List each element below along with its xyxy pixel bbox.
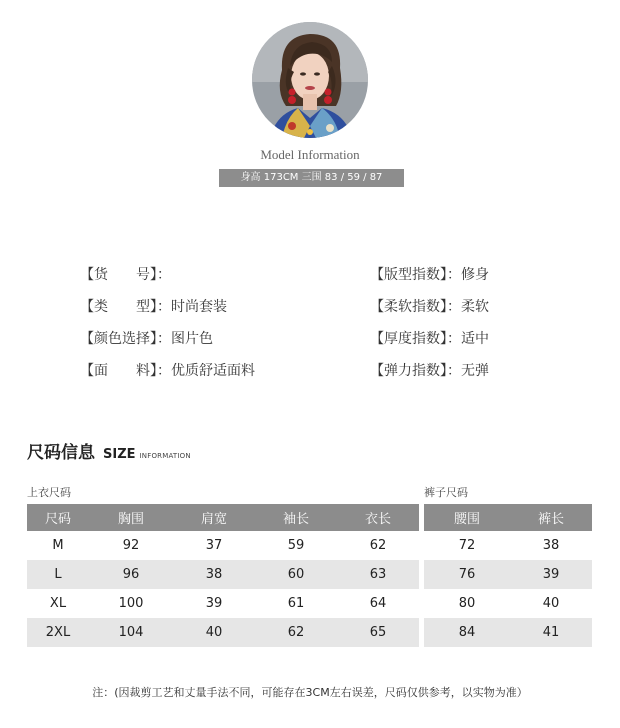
column-header: 尺码 xyxy=(27,504,89,531)
table-cell: 92 xyxy=(122,538,140,553)
table-cell: 40 xyxy=(542,596,560,611)
size-title-en: SIZE xyxy=(103,447,136,462)
size-info-heading xyxy=(27,438,191,463)
attr-value: 修身 xyxy=(461,267,489,283)
model-portrait-image xyxy=(252,22,368,138)
column-header: 袖长 xyxy=(255,504,337,531)
model-avatar xyxy=(252,22,368,138)
column-header: 胸围 xyxy=(89,504,173,531)
table-row xyxy=(424,589,592,618)
table-cell: 39 xyxy=(205,596,223,611)
model-measurements-bar: 身高 173CM 三围 83 / 59 / 87 xyxy=(219,169,404,187)
table-cell: 96 xyxy=(89,560,173,589)
table-cell: 38 xyxy=(542,538,560,553)
attr-label: 【版型指数】： xyxy=(370,267,461,283)
table-cell: 61 xyxy=(287,596,305,611)
model-information-title: Model Information xyxy=(260,147,360,162)
attr-label: 【厚度指数】： xyxy=(370,331,461,347)
attr-type xyxy=(80,296,227,316)
pants-size-caption: 裤子尺码 xyxy=(424,486,468,499)
size-footnote: 注：(因裁剪工艺和丈量手法不同，可能存在3CM左右误差，尺码仅供参考，以实物为准） xyxy=(92,686,528,699)
attr-fabric xyxy=(80,360,255,380)
attr-value: 柔软 xyxy=(461,299,489,315)
column-header: 裤长 xyxy=(510,504,592,531)
table-cell: 84 xyxy=(424,618,510,647)
table-cell: 104 xyxy=(89,618,173,647)
column-header: 肩宽 xyxy=(173,504,255,531)
column-header: 腰围 xyxy=(424,504,510,531)
table-row xyxy=(27,560,419,589)
attr-thickness-index xyxy=(370,328,489,348)
table-header-row xyxy=(424,504,592,531)
table-cell: 64 xyxy=(369,596,387,611)
top-size-table xyxy=(27,504,419,647)
table-cell: 62 xyxy=(369,538,387,553)
top-size-caption: 上衣尺码 xyxy=(27,486,71,499)
table-cell: 60 xyxy=(255,560,337,589)
attr-value: 时尚套装 xyxy=(171,299,227,315)
table-cell: 62 xyxy=(255,618,337,647)
table-header-row xyxy=(27,504,419,531)
attr-item-number xyxy=(80,264,171,284)
table-cell: 65 xyxy=(337,618,419,647)
table-row xyxy=(424,618,592,647)
table-cell: 41 xyxy=(510,618,592,647)
attr-value: 图片色 xyxy=(171,331,213,347)
table-cell: 63 xyxy=(337,560,419,589)
attr-label: 【货 号】： xyxy=(80,267,171,283)
table-row xyxy=(27,618,419,647)
table-cell: L xyxy=(27,560,89,589)
size-title-cn: 尺码信息 xyxy=(27,443,95,463)
attr-fit-index xyxy=(370,264,489,284)
attr-label: 【面 料】： xyxy=(80,363,171,379)
table-row xyxy=(27,589,419,618)
table-row xyxy=(424,531,592,560)
size-title-sub: INFORMATION xyxy=(139,452,191,460)
column-header: 衣长 xyxy=(337,504,419,531)
pants-size-table xyxy=(424,504,592,647)
table-cell: 80 xyxy=(458,596,476,611)
table-cell: 76 xyxy=(424,560,510,589)
table-cell: 39 xyxy=(510,560,592,589)
table-cell: 2XL xyxy=(27,618,89,647)
attr-value: 适中 xyxy=(461,331,489,347)
table-cell: 37 xyxy=(205,538,223,553)
attr-elasticity-index xyxy=(370,360,489,380)
attr-value: 无弹 xyxy=(461,363,489,379)
attr-color xyxy=(80,328,213,348)
attr-label: 【弹力指数】： xyxy=(370,363,461,379)
table-row xyxy=(424,560,592,589)
table-cell: 72 xyxy=(458,538,476,553)
table-row xyxy=(27,531,419,560)
attr-softness-index xyxy=(370,296,489,316)
table-cell: M xyxy=(52,538,64,553)
table-cell: XL xyxy=(49,596,67,611)
attr-value: 优质舒适面料 xyxy=(171,363,255,379)
attr-label: 【颜色选择】： xyxy=(80,331,171,347)
attr-label: 【类 型】： xyxy=(80,299,171,315)
table-cell: 38 xyxy=(173,560,255,589)
table-cell: 40 xyxy=(173,618,255,647)
attr-label: 【柔软指数】： xyxy=(370,299,461,315)
table-cell: 100 xyxy=(118,596,144,611)
table-cell: 59 xyxy=(287,538,305,553)
